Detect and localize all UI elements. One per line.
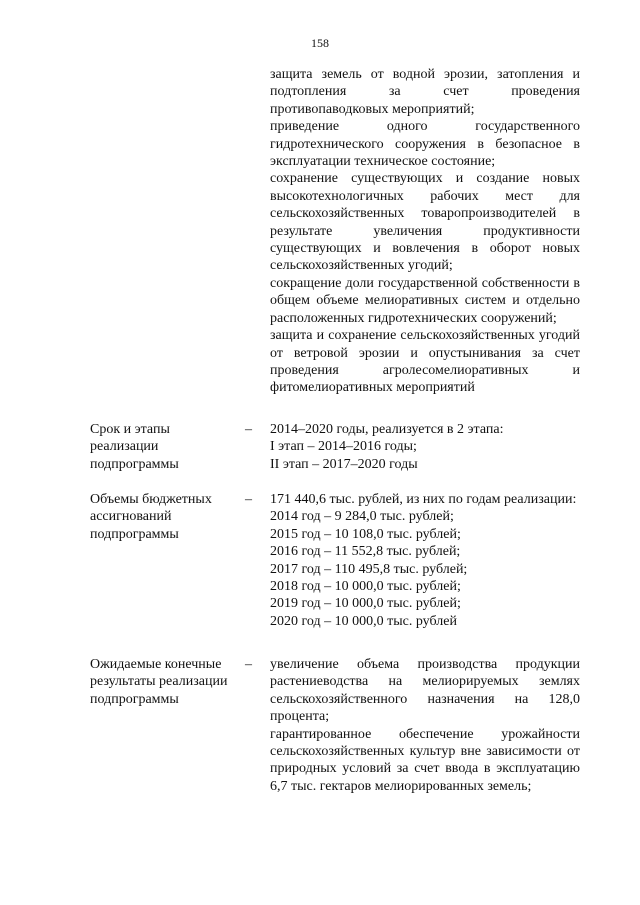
intro-item: сохранение существующих и создание новых высокотехнологичных рабочих мест для сельскохозяйственных товаропроизводителей в результате увеличения продуктивности существующих и вовлечения в оборот новых сельскохозяйственных угодий; [270,171,580,274]
section-dash: – [245,657,252,672]
content-line: 171 440,6 тыс. рублей, из них по годам реализации: [270,492,577,507]
content-line: увеличение объема производства продукции растениеводства на мелиорируемых землях сельскохозяйственного назначения на 128,0 процента; [270,657,580,725]
section-dash: – [245,422,252,437]
section-content [270,656,580,795]
intro-item: защита земель от водной эрозии, затопления и подтопления за счет проведения противопаводковых мероприятий; [270,67,580,117]
intro-item: приведение одного государственного гидротехнического сооружения в безопасное в эксплуатации техническое состояние; [270,119,580,170]
content-line: 2014 год – 9 284,0 тыс. рублей; [270,509,454,525]
section-label: Срок и этапы реализации подпрограммы [90,422,179,472]
content-line: 2020 год – 10 000,0 тыс. рублей [270,613,457,629]
page-number: 158 [311,36,329,50]
content-line: II этап – 2017–2020 годы [270,456,418,472]
intro-item: защита и сохранение сельскохозяйственных угодий от ветровой эрозии и опустынивания за счет проведения агролесомелиоративных и фитомелиоративных мероприятий [270,328,580,396]
section-label: Объемы бюджетных ассигнований подпрограммы [90,492,212,542]
intro-list [270,66,580,397]
content-line: гарантированное обеспечение урожайности сельскохозяйственных культур вне зависимости от природных условий за счет ввода в эксплуатацию 6,7 тыс. гектаров мелиорированных земель; [270,726,580,794]
intro-item: сокращение доли государственной собственности в общем объеме мелиоративных систем и отдельно расположенных гидротехнических сооружений; [270,275,580,326]
content-line: 2017 год – 110 495,8 тыс. рублей; [270,561,468,577]
content-line: 2016 год – 11 552,8 тыс. рублей; [270,544,461,560]
content-line: 2014–2020 годы, реализуется в 2 этапа: [270,422,504,437]
section-content [270,421,580,473]
section-dash: – [245,492,252,507]
section-content [270,491,580,630]
content-line: 2015 год – 10 108,0 тыс. рублей; [270,526,461,542]
content-line: I этап – 2014–2016 годы; [270,439,417,455]
content-line: 2018 год – 10 000,0 тыс. рублей; [270,579,461,595]
section-label: Ожидаемые конечные результаты реализации подпрограммы [90,657,228,707]
content-line: 2019 год – 10 000,0 тыс. рублей; [270,596,461,612]
